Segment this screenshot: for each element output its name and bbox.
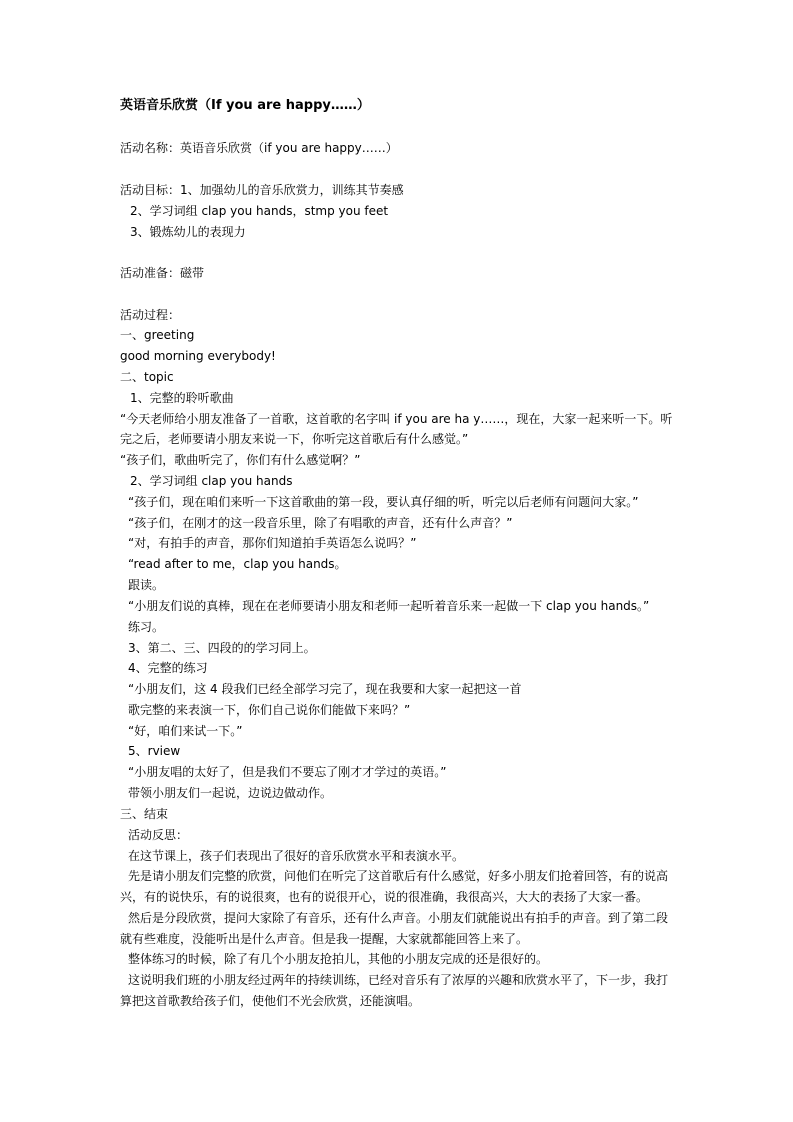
body-line: “小朋友们说的真棒，现在在老师要请小朋友和老师一起听着音乐来一起做一下 clap you hands。” — [128, 599, 650, 613]
activity-goal-line: 3、锻炼幼儿的表现力 — [130, 225, 246, 239]
body-line: 完之后，老师要请小朋友来说一下，你听完这首歌后有什么感觉。” — [120, 432, 469, 446]
reflection-line: 兴，有的说快乐，有的说很爽，也有的说很开心，说的很准确，我很高兴，大大的表扬了大家一番。 — [120, 890, 649, 904]
body-line: “小朋友们，这 4 段我们已经全部学习完了，现在我要和大家一起把这一首 — [128, 682, 522, 696]
reflection-heading: 活动反思： — [128, 828, 189, 842]
step-heading: 2、学习词组 clap you hands — [130, 474, 293, 488]
step-heading: 4、完整的练习 — [128, 661, 208, 675]
section-heading: 三、结束 — [120, 807, 169, 821]
body-line: 跟读。 — [128, 578, 165, 592]
activity-name: 活动名称：英语音乐欣赏（if you are happy……） — [120, 141, 398, 155]
reflection-line: 这说明我们班的小朋友经过两年的持续训练，已经对音乐有了浓厚的兴趣和欣赏水平了，下一步，我打 — [128, 973, 669, 987]
step-heading: 1、完整的聆听歌曲 — [130, 391, 234, 405]
reflection-line: 先是请小朋友们完整的欣赏，问他们在听完了这首歌后有什么感觉，好多小朋友们抢着回答，有的说高 — [128, 869, 669, 883]
reflection-line: 整体练习的时候，除了有几个小朋友抢拍儿，其他的小朋友完成的还是很好的。 — [128, 952, 549, 966]
body-line: “孩子们，歌曲听完了，你们有什么感觉啊？” — [120, 453, 361, 467]
document-title: 英语音乐欣赏（If you are happy……） — [120, 98, 370, 113]
body-line: 带领小朋友们一起说，边说边做动作。 — [128, 786, 333, 800]
reflection-line: 就有些难度，没能听出是什么声音。但是我一提醒，大家就都能回答上来了。 — [120, 932, 529, 946]
body-line: 练习。 — [128, 620, 165, 634]
body-line: “小朋友唱的太好了，但是我们不要忘了刚才才学过的英语。” — [128, 765, 447, 779]
body-line: “孩子们，现在咱们来听一下这首歌曲的第一段，要认真仔细的听，听完以后老师有问题问大家。” — [128, 495, 639, 509]
body-line: “好，咱们来试一下。” — [128, 724, 243, 738]
body-line: “对，有拍手的声音，那你们知道拍手英语怎么说吗？” — [128, 536, 417, 550]
step-heading: 5、rview — [128, 744, 181, 758]
body-line: “今天老师给小朋友准备了一首歌，这首歌的名字叫 if you are ha y……，现在，大家一起来听一下。听 — [120, 412, 673, 426]
reflection-line: 算把这首歌教给孩子们，使他们不光会欣赏，还能演唱。 — [120, 994, 421, 1008]
activity-preparation: 活动准备：磁带 — [120, 266, 205, 280]
step-heading: 3、第二、三、四段的的学习同上。 — [128, 641, 316, 655]
body-line: good morning everybody! — [120, 349, 276, 363]
reflection-line: 在这节课上，孩子们表现出了很好的音乐欣赏水平和表演水平。 — [128, 849, 465, 863]
section-heading: 二、topic — [120, 370, 174, 384]
activity-goal-line: 2、学习词组 clap you hands，stmp you feet — [130, 204, 389, 218]
activity-goal-line: 活动目标：1、加强幼儿的音乐欣赏力，训练其节奏感 — [120, 183, 404, 197]
reflection-line: 然后是分段欣赏，提问大家除了有音乐，还有什么声音。小朋友们就能说出有拍手的声音。到了第二段 — [128, 911, 669, 925]
body-line: “read after to me，clap you hands。 — [128, 557, 347, 571]
section-heading: 一、greeting — [120, 328, 195, 342]
process-heading: 活动过程： — [120, 308, 181, 322]
body-line: “孩子们，在刚才的这一段音乐里，除了有唱歌的声音，还有什么声音？” — [128, 516, 513, 530]
body-line: 歌完整的来表演一下，你们自己说你们能做下来吗？” — [128, 703, 411, 717]
